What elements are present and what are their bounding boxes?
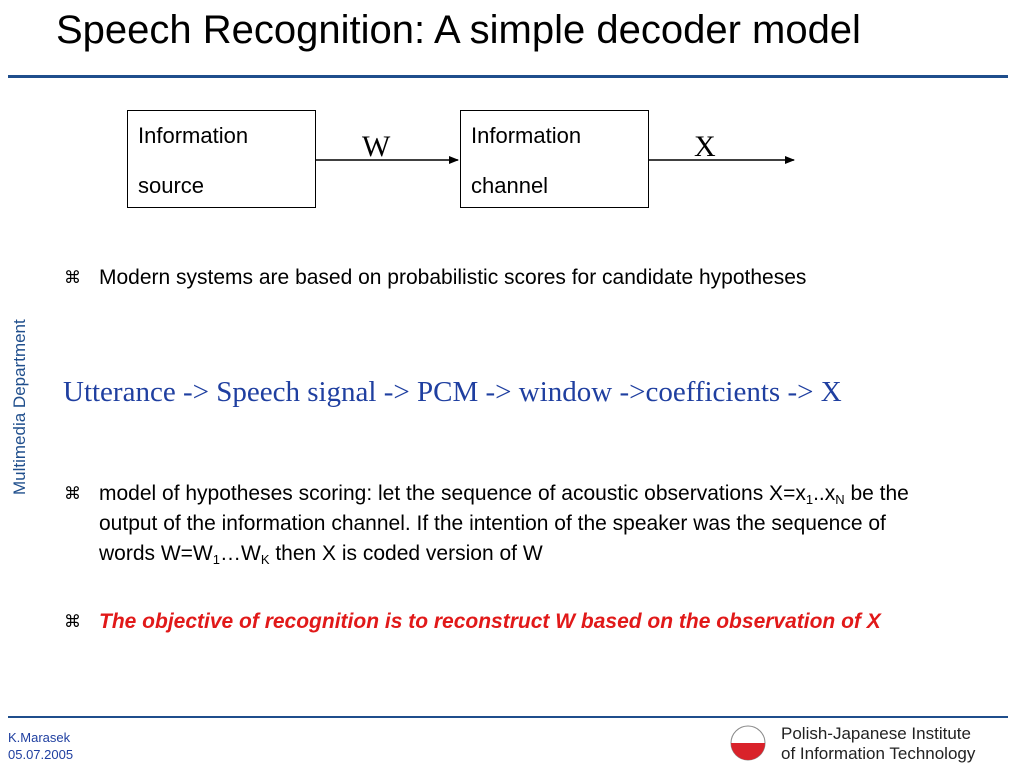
bullet-text xyxy=(99,479,924,569)
subscript: 1 xyxy=(212,552,220,567)
text-run: ..x xyxy=(813,482,836,505)
bullet-probabilistic-scores xyxy=(64,263,924,293)
text-run: model of hypotheses scoring: let the sequence of acoustic observations X=x xyxy=(99,482,806,505)
box2-line2: channel xyxy=(471,173,549,198)
institute-line2: of Information Technology xyxy=(781,744,976,763)
information-channel-box xyxy=(460,110,649,208)
bullet-text: Modern systems are based on probabilistic scores for candidate hypotheses xyxy=(99,266,807,289)
footer-divider xyxy=(8,716,1008,718)
box1-line1: Information xyxy=(138,123,249,148)
text-run: then X is coded version of W xyxy=(269,542,543,565)
arrow-label-w: W xyxy=(362,130,391,163)
bullet-hypotheses-scoring xyxy=(64,479,924,569)
command-bullet-icon: ⌘ xyxy=(64,484,81,504)
footer-author-date xyxy=(8,729,73,763)
command-bullet-icon: ⌘ xyxy=(64,268,81,288)
subscript: N xyxy=(835,492,845,507)
arrow-label-x: X xyxy=(694,130,716,163)
footer-date: 05.07.2005 xyxy=(8,747,74,762)
text-run: be the output of the information channel. If the intention of the speaker was the sequence of words W=W xyxy=(99,482,909,565)
pjiit-logo-icon xyxy=(728,723,768,763)
signal-flow-line: Utterance -> Speech signal -> PCM -> window ->coefficients -> X xyxy=(63,376,842,408)
sidebar-department-label: Multimedia Department xyxy=(10,319,29,495)
footer-author: K.Marasek xyxy=(8,730,71,745)
institute-line1: Polish-Japanese Institute xyxy=(781,724,971,743)
subscript: 1 xyxy=(805,492,814,507)
bullet-text: The objective of recognition is to reconstruct W based on the observation of X xyxy=(99,610,881,633)
institute-name xyxy=(781,724,975,764)
command-bullet-icon: ⌘ xyxy=(64,612,81,632)
box2-line1: Information xyxy=(471,123,582,148)
slide-title: Speech Recognition: A simple decoder model xyxy=(56,8,861,52)
subscript: K xyxy=(260,552,270,567)
text-run: …W xyxy=(220,542,261,565)
information-source-box xyxy=(127,110,316,208)
box1-line2: source xyxy=(138,173,205,198)
bullet-recognition-objective xyxy=(64,607,924,637)
